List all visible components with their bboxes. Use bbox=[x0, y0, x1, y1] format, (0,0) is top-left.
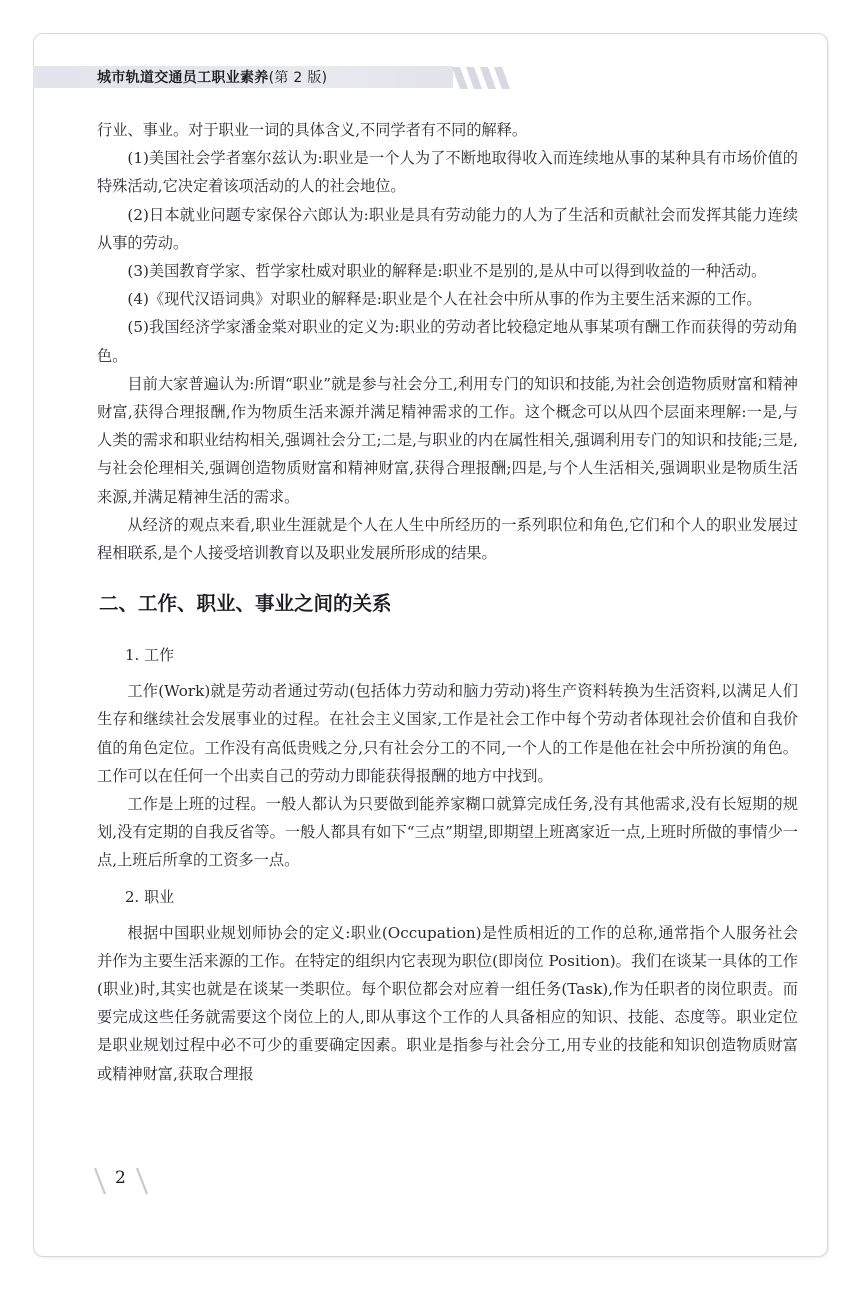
header-stripes-decoration bbox=[452, 67, 522, 89]
work-paragraph-1: 工作(Work)就是劳动者通过劳动(包括体力劳动和脑力劳动)将生产资料转换为生活资料,以满足人们生存和继续社会发展事业的过程。在社会主义国家,工作是社会工作中每个劳动者体现社会价值和自我价值的角色定位。工作没有高低贵贱之分,只有社会分工的不同,一个人的工作是他在社会中所扮演的角色。工作可以在任何一个出卖自己的劳动力即能获得报酬的地方中找到。 bbox=[97, 682, 798, 785]
intro-paragraph: 行业、事业。对于职业一词的具体含义,不同学者有不同的解释。 bbox=[97, 121, 528, 139]
edition-label: (第 2 版) bbox=[268, 70, 328, 86]
book-title: 城市轨道交通员工职业素养 bbox=[97, 70, 269, 86]
book-title-header bbox=[97, 67, 327, 87]
subsection-title-occupation: 2. 职业 bbox=[125, 887, 175, 906]
section-heading: 二、工作、职业、事业之间的关系 bbox=[99, 592, 392, 616]
summary-paragraph-2: 从经济的观点来看,职业生涯就是个人在人生中所经历的一系列职位和角色,它们和个人的职业发展过程相联系,是个人接受培训教育以及职业发展所形成的结果。 bbox=[97, 515, 798, 563]
page-body bbox=[97, 116, 798, 1088]
summary-paragraph-1: 目前大家普遍认为:所谓“职业”就是参与社会分工,利用专门的知识和技能,为社会创造物质财富和精神财富,获得合理报酬,作为物质生活来源并满足精神需求的工作。这个概念可以从四个层面来理解:一是,与人类的需求和职业结构相关,强调社会分工;二是,与职业的内在属性相关,强调利用专门的知识和技能;三是,与社会伦理相关,强调创造物质财富和精神财富,获得合理报酬;四是,与个人生活相关,强调职业是物质生活来源,并满足精神生活的需求。 bbox=[97, 374, 798, 506]
definition-4: (4)《现代汉语词典》对职业的解释是:职业是个人在社会中所从事的作为主要生活来源的工作。 bbox=[127, 290, 762, 309]
definition-3: (3)美国教育学家、哲学家杜威对职业的解释是:职业不是别的,是从中可以得到收益的一种活动。 bbox=[127, 262, 767, 281]
slash-decoration-left bbox=[93, 1166, 107, 1196]
work-paragraph-2: 工作是上班的过程。一般人都认为只要做到能养家糊口就算完成任务,没有其他需求,没有长短期的规划,没有定期的自我反省等。一般人都具有如下“三点”期望,即期望上班离家近一点,上班时所做的事情少一点,上班后所拿的工资多一点。 bbox=[97, 795, 798, 870]
subsection-title-work: 1. 工作 bbox=[125, 646, 175, 665]
definition-5: (5)我国经济学家潘金棠对职业的定义为:职业的劳动者比较稳定地从事某项有酬工作而获得的劳动角色。 bbox=[97, 318, 798, 365]
page-number: 2 bbox=[115, 1168, 126, 1188]
slash-decoration-right bbox=[135, 1166, 149, 1196]
page-footer bbox=[88, 1166, 168, 1196]
definition-1: (1)美国社会学者塞尔兹认为:职业是一个人为了不断地取得收入而连续地从事的某种具有市场价值的特殊活动,它决定着该项活动的人的社会地位。 bbox=[97, 149, 798, 196]
definition-2: (2)日本就业问题专家保谷六郎认为:职业是具有劳动能力的人为了生活和贡献社会而发挥其能力连续从事的劳动。 bbox=[97, 205, 798, 252]
occupation-paragraph-1: 根据中国职业规划师协会的定义:职业(Occupation)是性质相近的工作的总称,通常指个人服务社会并作为主要生活来源的工作。在特定的组织内它表现为职位(即岗位 Position)。我们在谈某一具体的工作(职业)时,其实也就是在谈某一类职位。每个职位都会对应着一组任务(Task),作为任职者的岗位职责。而要完成这些任务就需要这个岗位上的人,即从事这个工作的人具备相应的知识、技能、态度等。职业定位是职业规划过程中必不可少的重要确定因素。职业是指参与社会分工,用专业的技能和知识创造物质财富或精神财富,获取合理报 bbox=[97, 923, 798, 1083]
